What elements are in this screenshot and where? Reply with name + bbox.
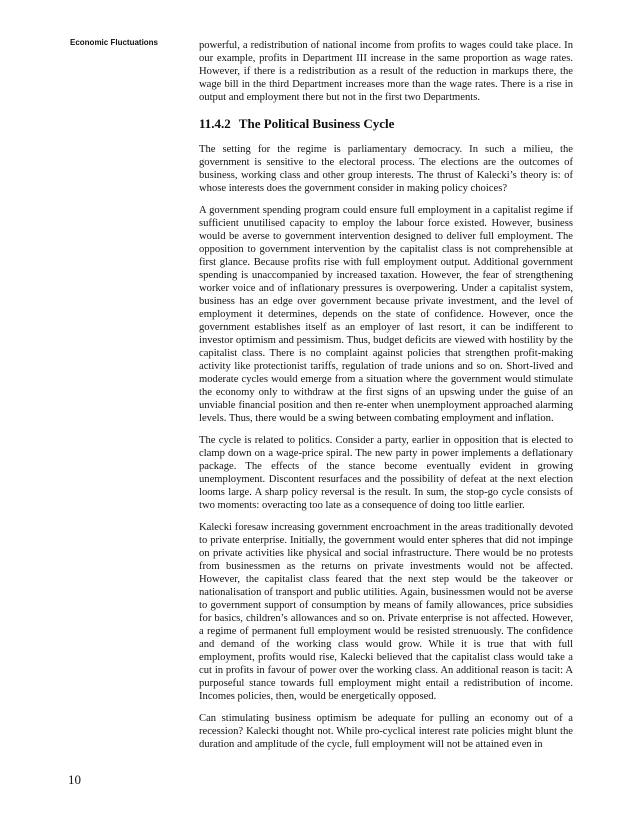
- section-heading: [199, 116, 573, 132]
- section-number: 11.4.2: [199, 116, 231, 131]
- section-title: The Political Business Cycle: [238, 116, 395, 131]
- paragraph: Can stimulating business optimism be adequate for pulling an economy out of a recession? Kalecki thought not. While pro-cyclical interest rate policies might blunt the duration and amplitude of the cycle, full employment will not be attained even in: [199, 713, 573, 750]
- running-head: Economic Fluctuations: [70, 38, 159, 47]
- paragraph-continued: powerful, a redistribution of national income from profits to wages could take place. In our example, profits in Department III increase in the same proportion as wage rates. However, if there is a redistribution as a result of the reduction in markups there, the wage bill in the third Department increases more than the wage rates. There is a rise in output and employment there but not in the first two Departments.: [199, 40, 573, 103]
- page-number: 10: [68, 772, 81, 787]
- paragraph: A government spending program could ensure full employment in a capitalist regime if sufficient unutilised capacity to employ the labour force existed. However, business would be averse to government intervention designed to deliver full employment. The opposition to government intervention by the capitalist class is not comprehensible at first glance. Because profits rise with full employment output. Additional government spending is unaccompanied by increased taxation. However, the fear of strengthening worker voice and of inflationary pressures is overpowering. Under a capitalist system, business has an edge over government because private investment, and the level of employment it determines, depends on the state of confidence. However, once the government establishes itself as an employer of last resort, it can be indifferent to investor optimism and pessimism. Thus, budget deficits are viewed with hostility by the capitalist class. There is no complaint against policies that strengthen profit-making activity like protectionist tariffs, regulation of trade unions and so on. Short-lived and moderate cycles would emerge from a situation where the government would stimulate the economy only to withdraw at the first signs of an upswing under the guise of an unviable financial position and then re-enter when unemployment approached alarming levels. Thus, there would be a swing between combating employment and inflation.: [199, 205, 573, 424]
- paragraph: The cycle is related to politics. Consider a party, earlier in opposition that is elected to clamp down on a wage-price spiral. The new party in power implements a deflationary package. The effects of the stance become eventually evident in growing unemployment. Discontent resurfaces and the possibility of defeat at the next election looms large. A sharp policy reversal is the result. In sum, the stop-go cycle consists of two moments: overacting too late as a consequence of doing too little earlier.: [199, 435, 573, 511]
- paragraph: Kalecki foresaw increasing government encroachment in the areas traditionally devoted to private enterprise. Initially, the government would enter spheres that did not impinge on private activities like physical and social infrastructure. There would be no protests from businessmen as the returns on private investments would not be affected. However, the capitalist class feared that the next step would be the takeover or nationalisation of transport and public utilities. Again, businessmen would not be averse to government support of consumption by means of family allowances, price subsidies for basics, children’s allowances and so on. Private enterprise is not affected. However, a regime of permanent full employment would be resisted strenuously. The confidence and demand of the working class would grow. While it is true that with full employment, profits would rise, Kalecki believed that the capitalist class would take a cut in profits in favour of power over the working class. An additional reason is tacit: A purposeful stance towards full employment might entail a redistribution of income. Incomes policies, then, would be energetically opposed.: [199, 522, 573, 702]
- page-body: [199, 39, 573, 760]
- paragraph: The setting for the regime is parliamentary democracy. In such a milieu, the government is sensitive to the electoral process. The elections are the outcomes of business, working class and other group interests. The thrust of Kalecki’s theory is: of whose interests does the government consider in making policy choices?: [199, 144, 573, 194]
